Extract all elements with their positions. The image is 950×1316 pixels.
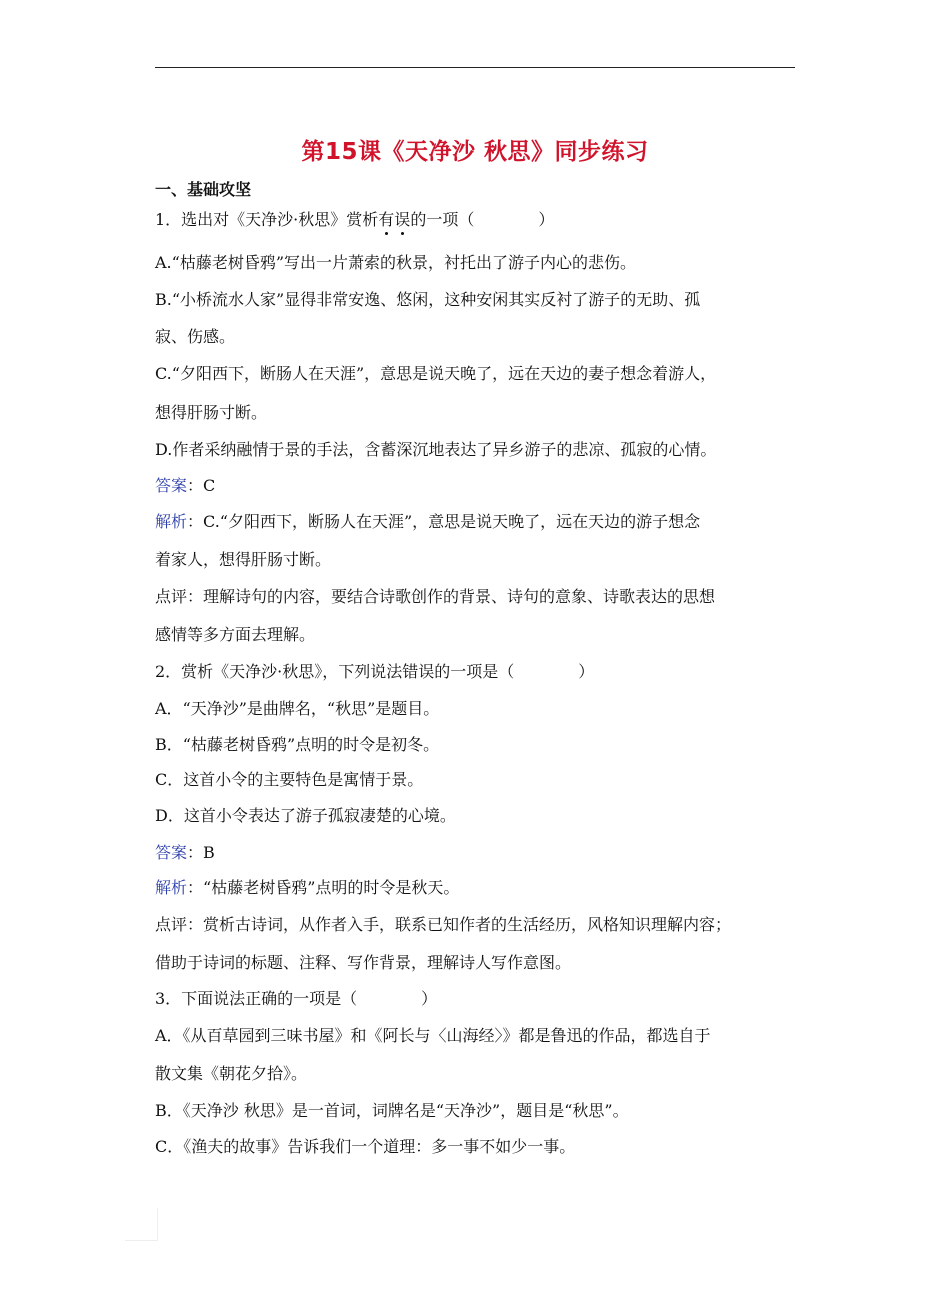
q1-analysis-line2: 着家人，想得肝肠寸断。 (155, 550, 332, 569)
q1-answer-value: ：C (187, 476, 216, 495)
q1-analysis-text: ：C.“夕阳西下，断肠人在天涯”，意思是说天晚了，远在天边的游子想念 (187, 512, 701, 531)
q1-comment-line2: 感情等多方面去理解。 (155, 625, 316, 644)
q1-option-c-line2: 想得肝肠寸断。 (155, 403, 268, 422)
q2-comment-line1: 点评：赏析古诗词，从作者入手，联系已知作者的生活经历，风格知识理解内容； (155, 915, 732, 934)
q1-option-c-line1: C.“夕阳西下，断肠人在天涯”，意思是说天晚了，远在天边的妻子想念着游人， (155, 364, 717, 383)
q2-comment-line2: 借助于诗词的标题、注释、写作背景，理解诗人写作意图。 (155, 953, 572, 972)
q3-option-a-line2: 散文集《朝花夕拾》。 (155, 1064, 308, 1083)
q3-stem: 3．下面说法正确的一项是（ ） (155, 989, 438, 1008)
q2-stem: 2．赏析《天净沙·秋思》，下列说法错误的一项是（ ） (155, 662, 595, 681)
q3-option-a-line1: A．《从百草园到三味书屋》和《阿长与〈山海经〉》都是鲁迅的作品，都选自于 (155, 1026, 711, 1045)
q3-option-c: C．《渔夫的故事》告诉我们一个道理：多一事不如少一事。 (155, 1137, 576, 1156)
q1-option-b-line2: 寂、伤感。 (155, 327, 236, 346)
q1-analysis-label: 解析 (155, 512, 188, 531)
corner-crop-mark (125, 1208, 158, 1241)
q2-analysis-label: 解析 (155, 878, 188, 897)
q2-answer-value: ：B (187, 843, 215, 862)
q2-option-c: C．这首小令的主要特色是寓情于景。 (155, 770, 424, 789)
q1-option-a: A.“枯藤老树昏鸦”写出一片萧索的秋景，衬托出了游子内心的悲伤。 (155, 253, 637, 272)
q1-option-d: D.作者采纳融情于景的手法，含蓄深沉地表达了异乡游子的悲凉、孤寂的心情。 (155, 440, 717, 459)
q2-answer-label: 答案 (155, 843, 188, 862)
q1-stem-emphasis-2: 误 (394, 210, 411, 229)
q2-analysis (155, 878, 459, 898)
q1-stem-emphasis-1: 有 (378, 210, 395, 229)
q1-comment-line1: 点评：理解诗句的内容，要结合诗歌创作的背景、诗句的意象、诗歌表达的思想 (155, 587, 716, 606)
q2-option-b: B．“枯藤老树昏鸦”点明的时令是初冬。 (155, 735, 440, 754)
q2-answer (155, 843, 215, 863)
header-rule (155, 67, 795, 68)
q1-answer (155, 476, 215, 496)
q1-option-b-line1: B.“小桥流水人家”显得非常安逸、悠闲，这种安闲其实反衬了游子的无助、孤 (155, 290, 701, 309)
q3-option-b: B．《天净沙 秋思》是一首词，词牌名是“天净沙”，题目是“秋思”。 (155, 1101, 629, 1120)
q2-analysis-text: ：“枯藤老树昏鸦”点明的时令是秋天。 (187, 878, 460, 897)
section-heading: 一、基础攻坚 (155, 180, 252, 199)
q1-stem (155, 210, 554, 230)
q1-stem-pre: 1．选出对《天净沙·秋思》赏析 (155, 210, 379, 229)
page-title: 第15课《天净沙 秋思》同步练习 (301, 139, 649, 165)
q2-option-a: A．“天净沙”是曲牌名，“秋思”是题目。 (155, 699, 440, 718)
q2-option-d: D．这首小令表达了游子孤寂凄楚的心境。 (155, 806, 456, 825)
q1-stem-post: 的一项（ ） (410, 210, 555, 229)
q1-analysis-line1 (155, 512, 700, 532)
q1-answer-label: 答案 (155, 476, 188, 495)
